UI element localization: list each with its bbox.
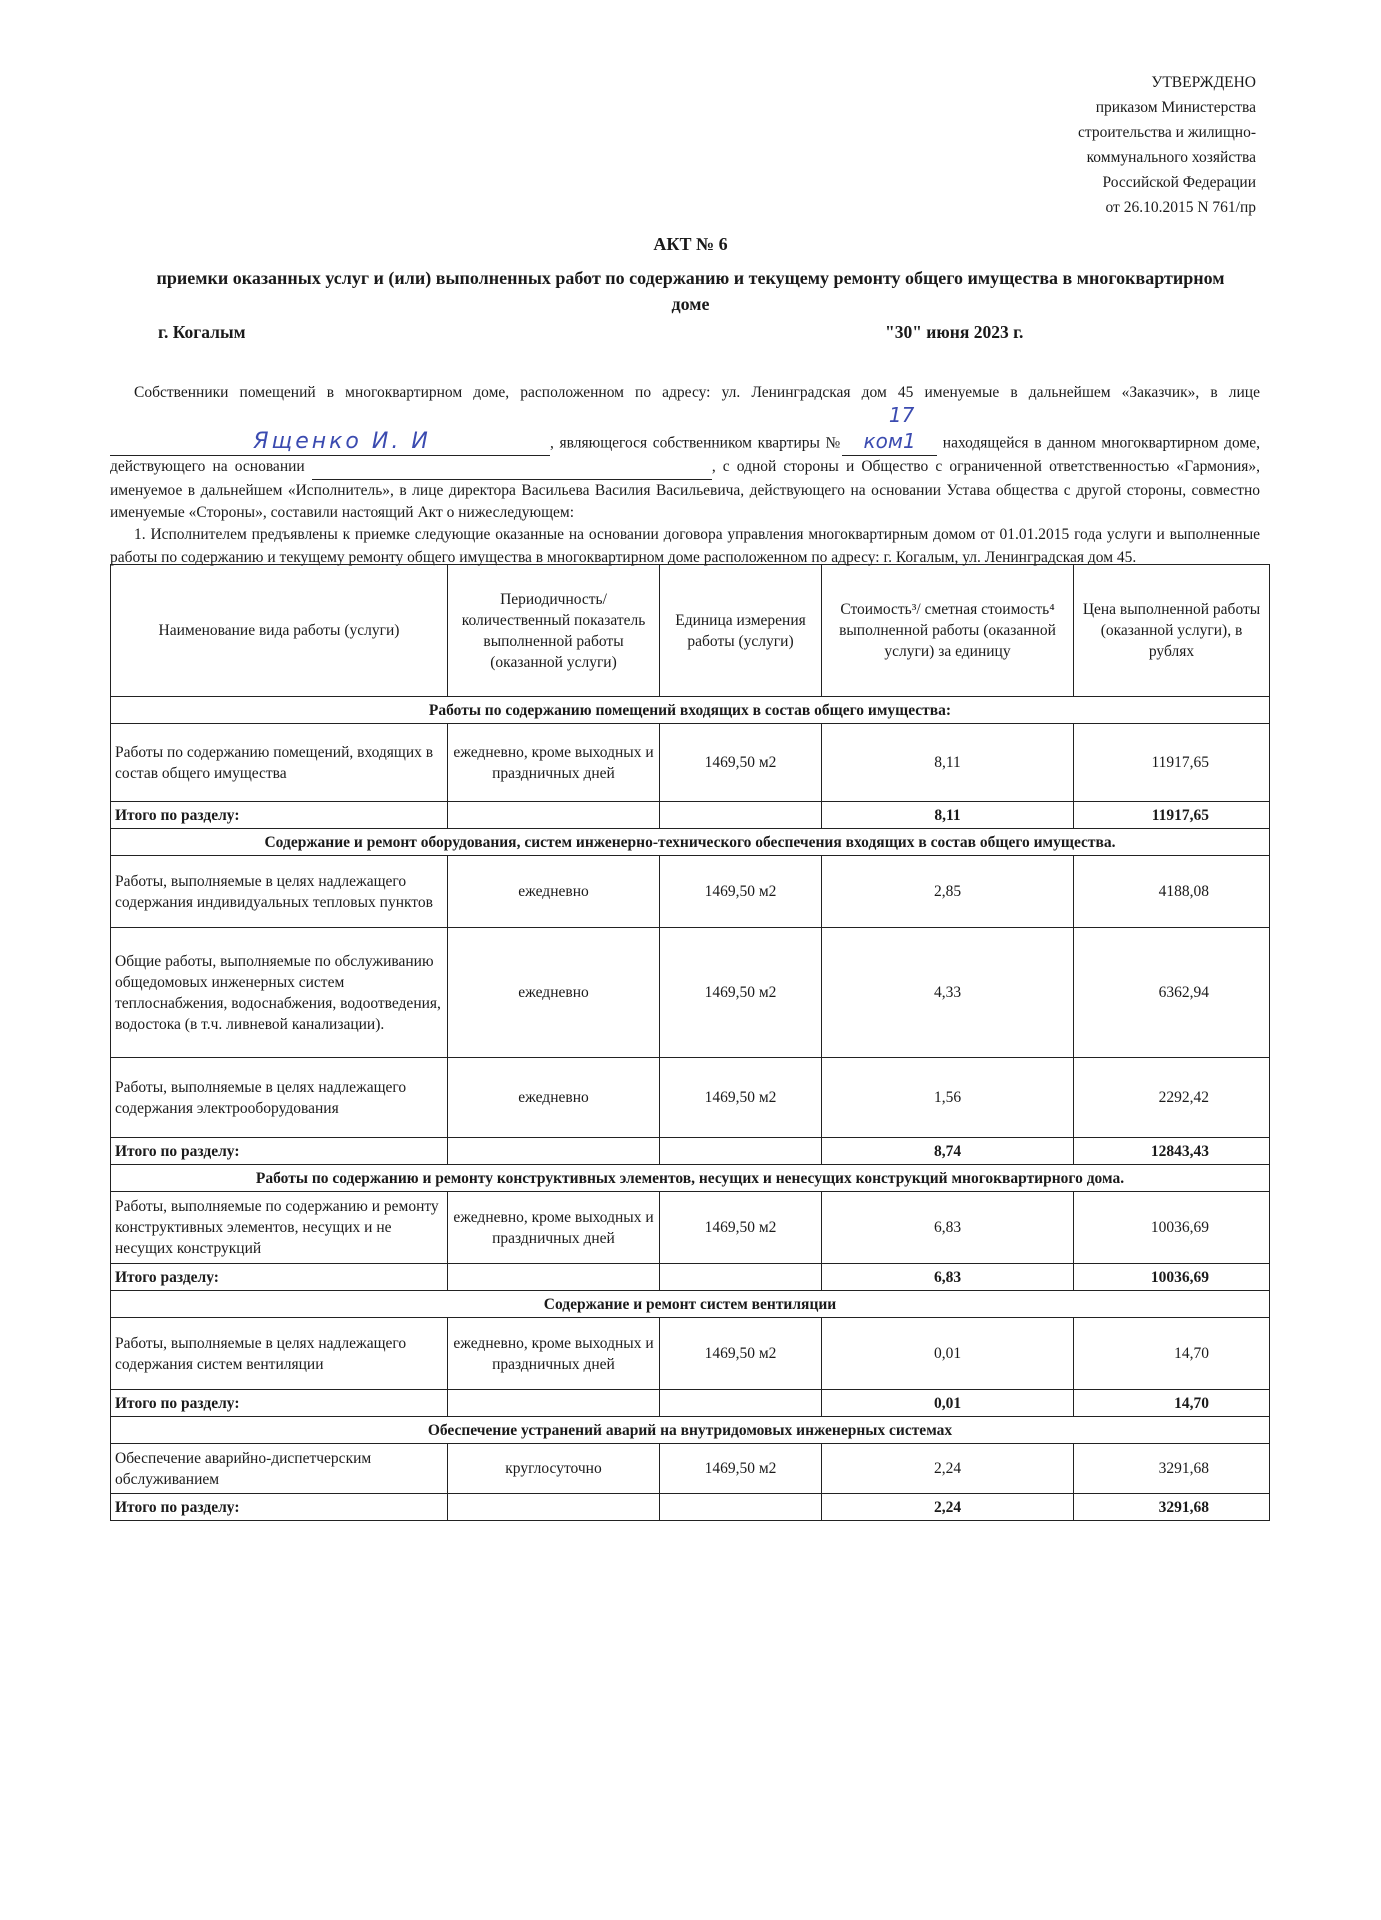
cell-price: 4188,08 — [1074, 856, 1270, 928]
date-label: "30" июня 2023 г. — [885, 322, 1024, 342]
cell-period: ежедневно, кроме выходных и праздничных дней — [448, 724, 660, 802]
total-cost: 0,01 — [822, 1390, 1074, 1417]
total-price: 14,70 — [1074, 1390, 1270, 1417]
total-label: Итого по разделу: — [111, 1138, 448, 1165]
table-row — [111, 1192, 1270, 1264]
section-title: Работы по содержанию помещений входящих в состав общего имущества: — [111, 697, 1270, 724]
section-total-row — [111, 1264, 1270, 1291]
cell-unit: 1469,50 м2 — [660, 724, 822, 802]
cell-period: ежедневно, кроме выходных и праздничных дней — [448, 1192, 660, 1264]
cell-unit: 1469,50 м2 — [660, 1192, 822, 1264]
approval-line: приказом Министерства — [1095, 99, 1256, 116]
section-total-row — [111, 802, 1270, 829]
cell-cost: 2,85 — [822, 856, 1074, 928]
cell-cost: 2,24 — [822, 1444, 1074, 1494]
table-row — [111, 1444, 1270, 1494]
cell-name: Обеспечение аварийно-диспетчерским обслуживанием — [111, 1444, 448, 1494]
section-header — [111, 1291, 1270, 1318]
basis-blank — [312, 456, 712, 479]
cell-price: 3291,68 — [1074, 1444, 1270, 1494]
table-row — [111, 928, 1270, 1058]
cell-unit: 1469,50 м2 — [660, 928, 822, 1058]
document-subtitle: приемки оказанных услуг и (или) выполненных работ по содержанию и текущему ремонту общего имущества в многоквартирном доме — [156, 268, 1225, 314]
header-name: Наименование вида работы (услуги) — [111, 565, 448, 697]
cell-name: Работы, выполняемые в целях надлежащего содержания индивидуальных тепловых пунктов — [111, 856, 448, 928]
total-label: Итого разделу: — [111, 1264, 448, 1291]
table-row — [111, 1058, 1270, 1138]
total-cost: 8,11 — [822, 802, 1074, 829]
cell-name: Работы, выполняемые по содержанию и ремонту конструктивных элементов, несущих и не несущих конструкций — [111, 1192, 448, 1264]
total-cost: 6,83 — [822, 1264, 1074, 1291]
section-total-row — [111, 1494, 1270, 1521]
section-header — [111, 829, 1270, 856]
cell-price: 6362,94 — [1074, 928, 1270, 1058]
total-price: 10036,69 — [1074, 1264, 1270, 1291]
apartment-field — [842, 404, 937, 456]
signature-field — [110, 428, 550, 456]
total-price: 3291,68 — [1074, 1494, 1270, 1521]
section-total-row — [111, 1138, 1270, 1165]
cell-cost: 6,83 — [822, 1192, 1074, 1264]
works-table — [110, 564, 1270, 1521]
cell-price: 14,70 — [1074, 1318, 1270, 1390]
city-label: г. Когалым — [158, 322, 246, 342]
header-unit: Единица измерения работы (услуги) — [660, 565, 822, 697]
cell-cost: 4,33 — [822, 928, 1074, 1058]
handwritten-name: Ященко И. И — [253, 428, 431, 454]
cell-unit: 1469,50 м2 — [660, 1058, 822, 1138]
total-price: 11917,65 — [1074, 802, 1270, 829]
section-title: Содержание и ремонт систем вентиляции — [111, 1291, 1270, 1318]
intro-part: Собственники помещений в многоквартирном доме, расположенном по адресу: ул. Ленинградская дом 45 именуемые в дальнейшем «Заказчик», в лице — [134, 384, 1260, 401]
approval-line: строительства и жилищно- — [1078, 124, 1256, 141]
cell-cost: 0,01 — [822, 1318, 1074, 1390]
cell-period: ежедневно — [448, 928, 660, 1058]
cell-period: ежедневно — [448, 856, 660, 928]
approval-line: от 26.10.2015 N 761/пр — [1105, 199, 1256, 216]
table-row — [111, 1318, 1270, 1390]
header-price: Цена выполненной работы (оказанной услуги), в рублях — [1074, 565, 1270, 697]
total-cost: 2,24 — [822, 1494, 1074, 1521]
section-title: Обеспечение устранений аварий на внутридомовых инженерных системах — [111, 1417, 1270, 1444]
table-row — [111, 724, 1270, 802]
cell-price: 2292,42 — [1074, 1058, 1270, 1138]
cell-unit: 1469,50 м2 — [660, 856, 822, 928]
cell-unit: 1469,50 м2 — [660, 1318, 822, 1390]
approval-line: УТВЕРЖДЕНО — [1151, 74, 1256, 91]
cell-name: Работы по содержанию помещений, входящих в состав общего имущества — [111, 724, 448, 802]
total-price: 12843,43 — [1074, 1138, 1270, 1165]
total-label: Итого по разделу: — [111, 802, 448, 829]
total-label: Итого по разделу: — [111, 1390, 448, 1417]
header-cost: Стоимость³/ сметная стоимость⁴ выполненной работы (оказанной услуги) за единицу — [822, 565, 1074, 697]
intro-part: находящейся в данном многоквартирном доме, действующего на основании — [110, 434, 1261, 476]
intro-part: , являющегося собственником квартиры № — [550, 434, 843, 452]
cell-name: Работы, выполняемые в целях надлежащего содержания систем вентиляции — [111, 1318, 448, 1390]
section-title: Работы по содержанию и ремонту конструктивных элементов, несущих и ненесущих конструкций многоквартирного дома. — [111, 1165, 1270, 1192]
cell-period: круглосуточно — [448, 1444, 660, 1494]
section-header — [111, 1417, 1270, 1444]
cell-period: ежедневно — [448, 1058, 660, 1138]
cell-name: Общие работы, выполняемые по обслуживанию общедомовых инженерных систем теплоснабжения, водоснабжения, водоотведения, водостока (в т.ч. ливневой канализации). — [111, 928, 448, 1058]
header-period: Периодичность/ количественный показатель выполненной работы (оказанной услуги) — [448, 565, 660, 697]
section-total-row — [111, 1390, 1270, 1417]
intro-paragraph-2: 1. Исполнителем предъявлены к приемке следующие оказанные на основании договора управления многоквартирным домом от 01.01.2015 года услуги и выполненные работы по содержанию и текущему ремонту общего имущества в многоквартирном доме расположенном по адресу: г. Когалым, ул. Ленинградская дом 45. — [110, 526, 1260, 566]
cell-price: 11917,65 — [1074, 724, 1270, 802]
cell-cost: 1,56 — [822, 1058, 1074, 1138]
intro-text — [110, 382, 1260, 569]
cell-name: Работы, выполняемые в целях надлежащего содержания электрооборудования — [111, 1058, 448, 1138]
cell-unit: 1469,50 м2 — [660, 1444, 822, 1494]
document-title: АКТ № 6 — [653, 234, 728, 254]
section-header — [111, 697, 1270, 724]
section-header — [111, 1165, 1270, 1192]
section-title: Содержание и ремонт оборудования, систем инженерно-технического обеспечения входящих в состав общего имущества. — [111, 829, 1270, 856]
cell-period: ежедневно, кроме выходных и праздничных дней — [448, 1318, 660, 1390]
total-cost: 8,74 — [822, 1138, 1074, 1165]
table-header-row — [111, 565, 1270, 697]
cell-price: 10036,69 — [1074, 1192, 1270, 1264]
approval-line: Российской Федерации — [1102, 174, 1256, 191]
table-row — [111, 856, 1270, 928]
handwritten-apartment: 17 ком1 — [863, 403, 916, 453]
approval-line: коммунального хозяйства — [1086, 149, 1256, 166]
cell-cost: 8,11 — [822, 724, 1074, 802]
intro-part: , с одной стороны и Общество с ограниченной ответственностью «Гармония», именуемое в дальнейшем «Исполнитель», в лице директора Васильева Василия Васильевича, действующего на основании Устава общества с другой стороны, совместно именуемые «Стороны», составили настоящий Акт о нижеследующем: — [110, 458, 1260, 522]
total-label: Итого по разделу: — [111, 1494, 448, 1521]
approval-stamp-block — [936, 70, 1256, 220]
